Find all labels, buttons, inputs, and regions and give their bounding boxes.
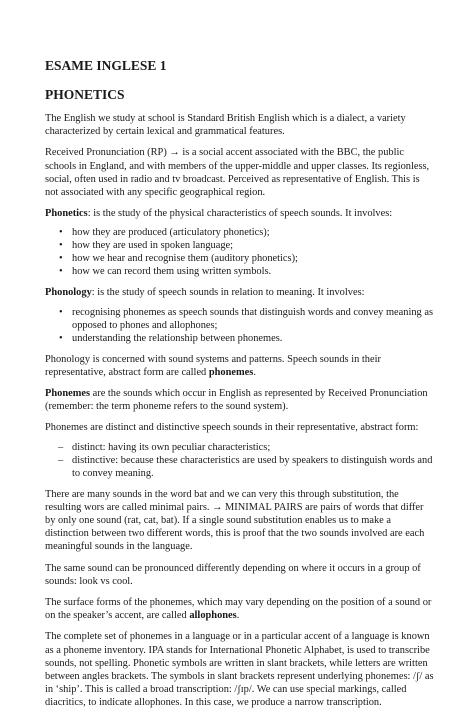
- list-item: • how we hear and recognise them (auditory phonetics);: [45, 252, 434, 265]
- list-item: – distinctive: because these characteristics are used by speakers to distinguish words and to convey meaning.: [45, 454, 434, 480]
- paragraph-standard-english: The English we study at school is Standard British English which is a dialect, a variety characterized by certain lexical and grammatical features.: [45, 113, 406, 138]
- paragraph-sound-systems: [45, 353, 434, 379]
- phonology-list: [45, 306, 434, 345]
- sound-systems-text: Phonology is concerned with sound systems and patterns. Speech sounds in their representative, abstract form are called: [45, 353, 381, 378]
- term-phonemes-bold: Phonemes: [45, 388, 91, 400]
- surface-end: .: [236, 610, 240, 622]
- phonetics-list: [45, 226, 434, 278]
- term-allophones: allophones: [189, 610, 237, 622]
- list-item: • how they are produced (articulatory phonetics);: [45, 226, 434, 239]
- paragraph-phonology: [45, 286, 434, 299]
- paragraph-phonetics: [45, 207, 434, 220]
- list-item: • understanding the relationship between phonemes.: [45, 332, 434, 345]
- list-item: • how they are used in spoken language;: [45, 239, 434, 252]
- document-title: ESAME INGLESE 1: [45, 58, 167, 73]
- section-heading: PHONETICS: [45, 87, 125, 102]
- term-phonology: Phonology: [45, 287, 92, 299]
- list-item: • how we can record them using written symbols.: [45, 265, 434, 278]
- paragraph-phoneme-inventory: The complete set of phonemes in a language or in a particular accent of a language is known as a phoneme inventory. IPA stands for International Phonetic Alphabet, is used to transcribe sounds, not spelling. Phonetic symbols are written in slant brackets, while letters are written between angles brackets. The symbols in slant brackets represent underlying phonemes: /ʃ/ as in ‘ship’. This is called a broad transcription: /ʃɪp/. We can use special markings, called diacritics, to indicate allophones. In this case, we produce a narrow transcription.: [45, 631, 434, 709]
- list-item: • recognising phonemes as speech sounds that distinguish words and convey meaning as opposed to phones and allophones;: [45, 306, 434, 332]
- term-phonetics: Phonetics: [45, 208, 88, 220]
- paragraph-look-cool: The same sound can be pronounced differently depending on where it occurs in a group of sounds: look vs cool.: [45, 562, 421, 587]
- paragraph-received-pronunciation: Received Pronunciation (RP) → is a social accent associated with the BBC, the public schools in England, and with members of the upper-middle and upper classes. Its regionless, social, often used in radio and tv broadcast. Perceived as representative of English. This is not associated with any specific geographical region.: [45, 147, 430, 199]
- list-item: – distinct: having its own peculiar characteristics;: [45, 441, 434, 454]
- phonology-definition: : is the study of speech sounds in relation to meaning. It involves:: [91, 287, 365, 299]
- phonemes-text: are the sounds which occur in English as represented by Received Pronunciation (remember: the term phoneme refers to the sound system).: [45, 388, 428, 413]
- surface-text: The surface forms of the phonemes, which may vary depending on the position of a sound or on the speaker’s accent, are called: [45, 597, 432, 622]
- sound-systems-end: .: [253, 366, 256, 378]
- paragraph-distinct: Phonemes are distinct and distinctive speech sounds in their representative, abstract form:: [45, 422, 419, 434]
- distinct-list: [45, 441, 434, 480]
- paragraph-allophones: [45, 596, 434, 622]
- term-phonemes: phonemes: [208, 366, 254, 378]
- paragraph-minimal-pairs: There are many sounds in the word bat and we can very this through substitution, the resulting wors are called minimal pairs. → MINIMAL PAIRS are pairs of words that differ by only one sound (rat, cat, bat). If a single sound substitution enables us to make a distinction between two different words, this is proof that the two sounds involved are each meaningful sounds in the language.: [45, 488, 425, 553]
- phonetics-definition: : is the study of the physical characteristics of speech sounds. It involves:: [87, 208, 393, 220]
- paragraph-phonemes: [45, 387, 434, 413]
